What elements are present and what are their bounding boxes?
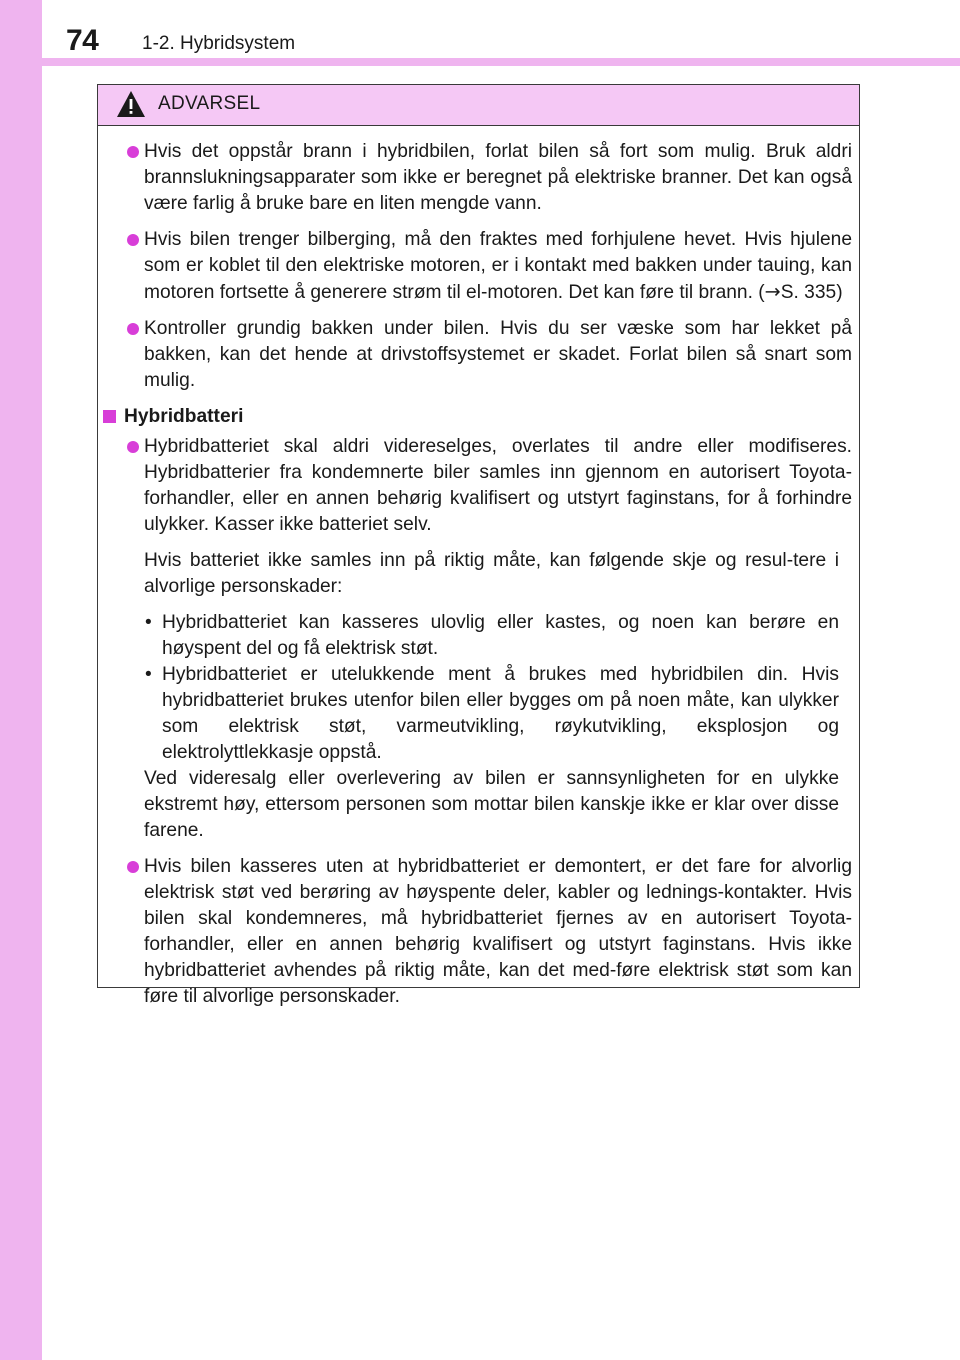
side-color-stripe xyxy=(0,0,42,1360)
item-text: Hvis bilen kasseres uten at hybridbatteriet er demontert, er det fare for alvorlig elektrisk støt ved berøring av høyspente deler, kabler og lednings-kontakter. Hvis bilen skal kondemneres, må hybridbatteriet fjernes av en autorisert Toyota-forhandler, eller en annen behørig kvalifisert og utstyrt faginstans. Hvis ikke hybridbatteriet avhendes på riktig måte, kan det med-føre elektrisk støt som kan føre til alvorlige personskader. xyxy=(144,856,852,1007)
small-bullet-icon: • xyxy=(145,612,152,633)
list-item xyxy=(98,139,859,217)
small-bullet-icon: • xyxy=(145,664,152,685)
bullet-dot-icon xyxy=(127,323,139,335)
page-reference[interactable]: S. 335) xyxy=(780,282,843,303)
item-text: Hvis bilen trenger bilberging, må den fraktes med forhjulene hevet. Hvis hjulene som er koblet til den elektriske motoren, er i kontakt med bakken under tauing, kan motoren fortsette å generere strøm til el-motoren. Det kan føre til brann. ( xyxy=(144,229,852,303)
list-item xyxy=(98,434,859,538)
sub-list-item xyxy=(98,610,859,662)
page-number: 74 xyxy=(66,24,99,57)
square-bullet-icon xyxy=(103,410,116,423)
item-text: Hybridbatteriet skal aldri videreselges, overlates til andre eller modifiseres. Hybridbatterier fra kondemnerte biler samles inn gjennom en autorisert Toyota-forhandler, eller en annen behørig kvalifisert og utstyrt faginstans, for å forhindre ulykker. Kasser ikke batteriet selv. xyxy=(144,436,852,535)
item-text: Hvis det oppstår brann i hybridbilen, forlat bilen så fort som mulig. Bruk aldri brannslukningsapparater som ikke er beregnet på elektriske branner. Det kan også være farlig å bruke bare en liten mengde vann. xyxy=(144,141,852,214)
list-item xyxy=(98,227,859,306)
sub-item-text: Hybridbatteriet kan kasseres ulovlig eller kastes, og noen kan berøre en høyspent del og få elektrisk støt. xyxy=(162,612,839,659)
resale-paragraph: Ved videresalg eller overlevering av bilen er sannsynligheten for en ulykke ekstremt høy, ettersom personen som mottar bilen kanskje ikke er klar over disse farene. xyxy=(144,768,839,841)
warning-box xyxy=(97,84,860,1007)
section-title: 1-2. Hybridsystem xyxy=(142,33,296,54)
warning-title: ADVARSEL xyxy=(158,93,261,114)
list-item xyxy=(98,854,859,1010)
intro-paragraph: Hvis batteriet ikke samles inn på riktig måte, kan følgende skje og resul-tere i alvorlige personskader: xyxy=(144,550,839,597)
bullet-dot-icon xyxy=(127,861,139,873)
warning-triangle-icon xyxy=(116,89,146,119)
sub-list-item xyxy=(98,662,859,766)
sub-item-text: Hybridbatteriet er utelukkende ment å brukes med hybridbilen din. Hvis hybridbatteriet brukes utenfor bilen eller bygges om på noen måte, kan ulykker som elektrisk støt, varmeutvikling, røykutvikling, eksplosjon og elektrolyttlekkasje oppstå. xyxy=(162,664,839,763)
subheading-text: Hybridbatteri xyxy=(124,406,244,427)
subheading-hybridbatteri xyxy=(98,404,859,430)
list-item xyxy=(98,316,859,394)
header-color-strip xyxy=(42,58,960,66)
arrow-icon: → xyxy=(764,280,781,303)
warning-content xyxy=(98,139,859,1020)
bullet-dot-icon xyxy=(127,234,139,246)
bullet-dot-icon xyxy=(127,441,139,453)
item-text: Kontroller grundig bakken under bilen. Hvis du ser væske som har lekket på bakken, kan det hende at drivstoffsystemet er skadet. Forlat bilen så snart som mulig. xyxy=(144,318,852,391)
bullet-dot-icon xyxy=(127,146,139,158)
warning-header xyxy=(98,85,859,126)
